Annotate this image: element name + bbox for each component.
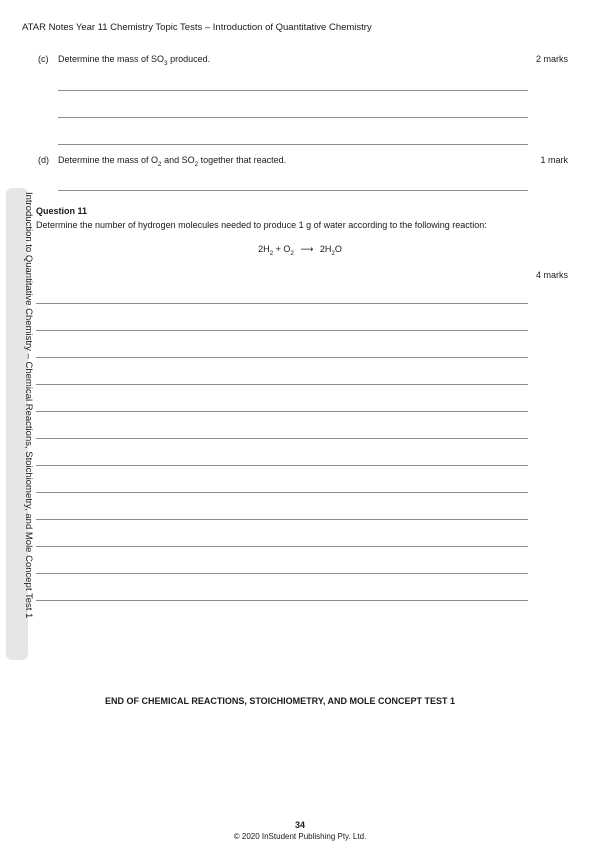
answer-line[interactable]: [36, 573, 528, 574]
question-part-d: [38, 155, 287, 168]
equation-reactant-2-sub: 2: [290, 250, 294, 257]
equation-reactant-1-sub: 2: [269, 250, 274, 257]
equation-product: 2H: [319, 244, 332, 254]
equation-reactant-1: 2H: [258, 244, 270, 254]
answer-line[interactable]: [36, 357, 528, 358]
reaction-arrow-icon: ⟶: [300, 244, 314, 254]
end-of-test-text: END OF CHEMICAL REACTIONS, STOICHIOMETRY, AND MOLE CONCEPT TEST 1: [104, 696, 456, 706]
part-c-subscript: 3: [164, 60, 168, 67]
answer-line[interactable]: [58, 144, 528, 145]
answer-line[interactable]: [36, 384, 528, 385]
question-11-title: Question 11: [36, 206, 88, 216]
side-tab-text: Introduction to Quantitative Chemistry – Chemical Reactions, Stoichiometry, and Mole Concept Test 1: [23, 192, 34, 619]
equation-product-tail: O: [334, 244, 342, 254]
part-d-text-3: together that reacted.: [198, 155, 287, 165]
part-c-label: (c): [38, 54, 49, 64]
page-header: ATAR Notes Year 11 Chemistry Topic Tests – Introduction of Quantitative Chemistry: [22, 22, 372, 33]
part-c-text-after: produced.: [167, 54, 211, 64]
answer-line[interactable]: [58, 190, 528, 191]
chemical-equation: [0, 244, 600, 255]
answer-line[interactable]: [36, 519, 528, 520]
answer-line[interactable]: [58, 90, 528, 91]
part-c-marks: 2 marks: [535, 54, 568, 64]
page-number: 34: [294, 820, 305, 830]
part-d-marks: 1 mark: [540, 155, 568, 165]
equation-reactant-2: O: [283, 244, 291, 254]
answer-line[interactable]: [36, 330, 528, 331]
answer-line[interactable]: [36, 600, 528, 601]
part-d-text-1: Determine the mass of O: [58, 155, 159, 165]
copyright-text: © 2020 InStudent Publishing Pty. Ltd.: [233, 832, 367, 841]
answer-line[interactable]: [36, 438, 528, 439]
answer-line[interactable]: [36, 546, 528, 547]
question-11-text: Determine the number of hydrogen molecules needed to produce 1 g of water according to the following reaction:: [36, 220, 487, 230]
answer-line[interactable]: [36, 492, 528, 493]
part-d-text-2: and SO: [161, 155, 195, 165]
question-11-marks: 4 marks: [535, 270, 568, 280]
question-part-c: [38, 54, 211, 67]
part-d-subscript-1: 2: [158, 161, 162, 168]
answer-line[interactable]: [36, 465, 528, 466]
answer-line[interactable]: [58, 117, 528, 118]
part-d-label: (d): [38, 155, 49, 165]
equation-product-sub: 2: [331, 250, 335, 257]
answer-line[interactable]: [36, 303, 528, 304]
part-d-subscript-2: 2: [194, 161, 199, 168]
answer-line[interactable]: [36, 411, 528, 412]
equation-plus: +: [275, 244, 281, 254]
side-tab: [6, 188, 34, 660]
part-c-text-before: Determine the mass of SO: [58, 54, 165, 64]
